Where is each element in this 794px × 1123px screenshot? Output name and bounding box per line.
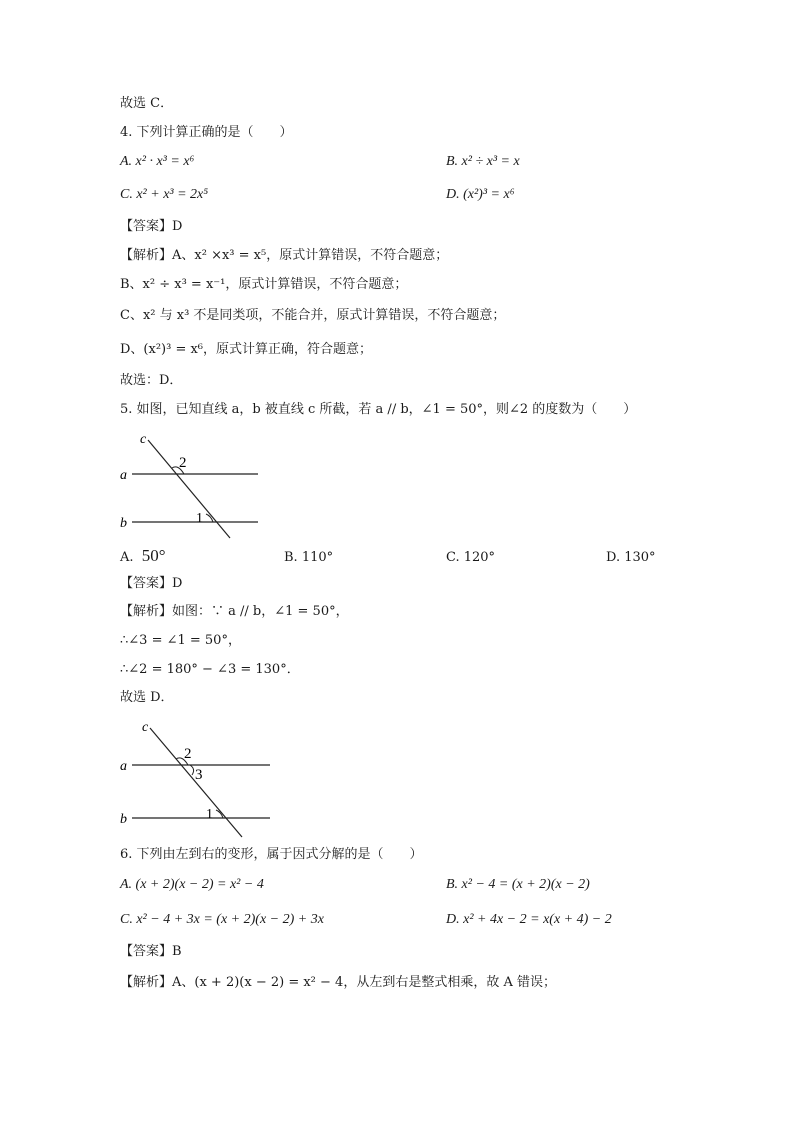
explanation-5c: ∴∠2 = 180° − ∠3 = 130°．	[120, 662, 300, 677]
explanation-4d: D、(x²)³ = x⁶，原式计算正确，符合题意；	[120, 342, 373, 357]
explanation-5b: ∴∠3 = ∠1 = 50°，	[120, 633, 241, 648]
explanation-4a: 【解析】A、x² ×x³ = x⁵，原式计算错误，不符合题意；	[120, 248, 449, 263]
explanation-4b: B、x² ÷ x³ = x⁻¹，原式计算错误，不符合题意；	[120, 277, 408, 292]
figure-parallel-lines-1	[110, 428, 280, 543]
q5-option-b: B. 110°	[284, 550, 334, 565]
answer-5: 【答案】D	[120, 576, 183, 591]
answer-4: 【答案】D	[120, 219, 183, 234]
fig1-label-b: b	[120, 516, 127, 531]
q4-option-d: D. (x²)³ = x⁶	[446, 187, 515, 202]
q5-option-c: C. 120°	[446, 550, 496, 565]
q5-option-a-letter: A.	[120, 550, 134, 565]
answer-6: 【答案】B	[120, 944, 182, 959]
q6-option-d: D. x² + 4x − 2 = x(x + 4) − 2	[446, 912, 612, 927]
question-4: 4. 下列计算正确的是（ ）	[120, 125, 293, 140]
explanation-6a: 【解析】A、(x + 2)(x − 2) = x² − 4，从左到右是整式相乘，故 A 错误；	[120, 975, 556, 990]
fig2-angle-2: 2	[184, 746, 192, 762]
explanation-4c: C、x² 与 x³ 不是同类项，不能合并，原式计算错误，不符合题意；	[120, 308, 506, 323]
q4-option-b: B. x² ÷ x³ = x	[446, 154, 520, 169]
q4-option-a: A. x² · x³ = x⁶	[120, 154, 195, 169]
explanation-5a: 【解析】如图：∵ a // b，∠1 = 50°，	[120, 604, 349, 619]
selection-5: 故选 D．	[120, 690, 174, 705]
selection-4: 故选：D．	[120, 373, 183, 388]
figure-parallel-lines-2	[110, 715, 280, 840]
text-line: 故选 C．	[120, 96, 174, 111]
fig2-label-a: a	[120, 759, 127, 774]
fig1-angle-2: 2	[179, 455, 187, 471]
q5-option-a	[120, 547, 166, 567]
fig1-angle-1: 1	[196, 511, 203, 526]
q5-option-a-value: 50°	[141, 546, 166, 565]
q5-option-d: D. 130°	[606, 550, 656, 565]
fig2-label-c: c	[142, 720, 149, 735]
q4-option-c: C. x² + x³ = 2x⁵	[120, 187, 209, 202]
fig2-angle-1: 1	[206, 807, 213, 822]
q6-option-a: A. (x + 2)(x − 2) = x² − 4	[120, 877, 264, 892]
fig2-angle-3: 3	[195, 767, 203, 783]
question-6: 6. 下列由左到右的变形，属于因式分解的是（ ）	[120, 847, 423, 862]
fig2-label-b: b	[120, 812, 127, 827]
q6-option-b: B. x² − 4 = (x + 2)(x − 2)	[446, 877, 590, 892]
question-5: 5. 如图，已知直线 a，b 被直线 c 所截，若 a // b，∠1 = 50°，则∠2 的度数为（ ）	[120, 402, 637, 417]
fig1-label-c: c	[140, 432, 147, 447]
q6-option-c: C. x² − 4 + 3x = (x + 2)(x − 2) + 3x	[120, 912, 324, 927]
fig1-label-a: a	[120, 468, 127, 483]
